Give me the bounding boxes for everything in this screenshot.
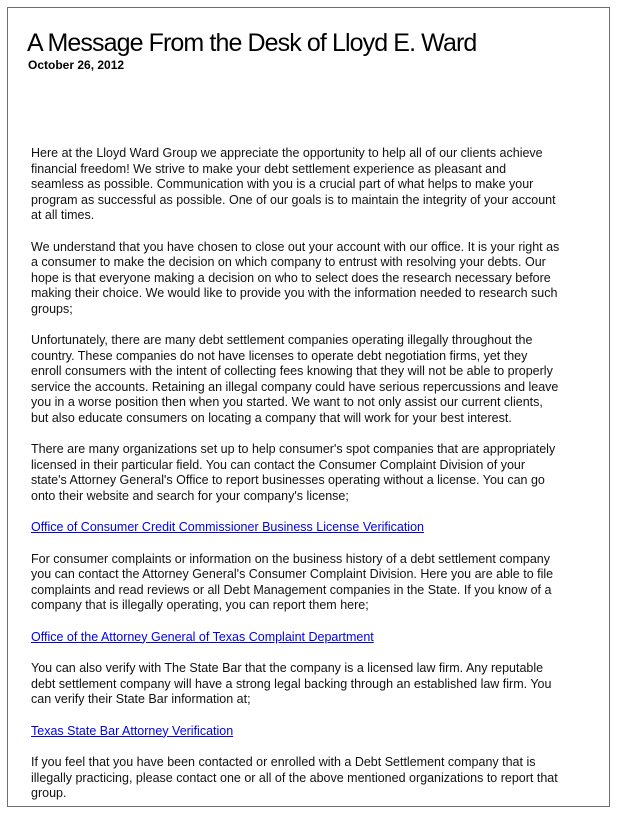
text-line: illegally practicing, please contact one or all of the above mentioned organizations to report that: [31, 770, 558, 785]
text-line: financial freedom! We strive to make your debt settlement experience as pleasant and: [31, 161, 507, 176]
text-line: debt settlement company will have a strong legal backing through an established law firm. You: [31, 676, 552, 691]
state-bar-verification-link[interactable]: Texas State Bar Attorney Verification: [31, 723, 234, 738]
document-title: A Message From the Desk of Lloyd E. Ward: [27, 29, 477, 57]
text-line: complaints and read reviews or all Debt Management companies in the State. If you know of a: [31, 582, 552, 597]
text-line: a consumer to make the decision on which company to entrust with resolving your debts. Our: [31, 255, 546, 269]
paragraph-close-account: [31, 240, 596, 318]
text-line: There are many organizations set up to help consumer's spot companies that are appropriately: [31, 442, 556, 456]
text-line: Unfortunately, there are many debt settlement companies operating illegally throughout the: [31, 333, 533, 347]
text-line: group.: [31, 786, 67, 800]
paragraph-report: [31, 755, 596, 802]
text-line: service the accounts. Retaining an illegal company could have serious repercussions and leave: [31, 379, 559, 394]
document-page: [7, 7, 610, 807]
text-line: enroll consumers with the intent of collecting fees knowing that they will not be able to properly: [31, 364, 553, 378]
paragraph-consumer-complaints: [31, 552, 596, 614]
text-line: making their choice. We would like to provide you with the information needed to research such: [31, 286, 558, 300]
occc-license-verification-link[interactable]: Office of Consumer Credit Commissioner Business License Verification: [31, 520, 424, 534]
document-date: October 26, 2012: [28, 58, 125, 72]
link-container-attorney-general: [31, 630, 596, 646]
text-line: company that is illegally operating, you can report them here;: [31, 598, 369, 612]
text-line: You can also verify with The State Bar that the company is a licensed law firm. Any reputable: [31, 661, 544, 675]
text-line: state's Attorney General's Office to report businesses operating without a license. You can go: [31, 473, 545, 487]
text-line: country. These companies do not have licenses to operate debt negotiation firms, yet they: [31, 348, 528, 363]
text-line: groups;: [31, 301, 73, 316]
link-container-state-bar: [31, 724, 596, 740]
attorney-general-complaint-link[interactable]: Office of the Attorney General of Texas Complaint Department: [31, 629, 374, 644]
link-container-occc: [31, 520, 596, 536]
text-line: licensed in their particular field. You can contact the Consumer Complaint Division of your: [31, 457, 526, 472]
text-line: can verify their State Bar information at;: [31, 692, 251, 706]
text-line: hope is that everyone making a decision on who to select does the research necessary before: [31, 270, 551, 285]
text-line: Here at the Lloyd Ward Group we appreciate the opportunity to help all of our clients achieve: [31, 146, 543, 160]
text-line: at all times.: [31, 208, 95, 222]
letter-body: [31, 146, 596, 818]
text-line: We understand that you have chosen to close out your account with our office. It is your right as: [31, 239, 560, 254]
paragraph-organizations: [31, 442, 596, 504]
paragraph-state-bar: [31, 661, 596, 708]
text-line: If you feel that you have been contacted or enrolled with a Debt Settlement company that is: [31, 755, 536, 769]
text-line: onto their website and search for your company's license;: [31, 488, 349, 503]
paragraph-intro: [31, 146, 596, 224]
text-line: you in a worse position then when you started. We want to not only assist our current clients,: [31, 395, 543, 409]
text-line: program as successful as possible. One of our goals is to maintain the integrity of your account: [31, 192, 556, 207]
text-line: but also educate consumers on locating a company that will work for your best interest.: [31, 410, 512, 425]
text-line: For consumer complaints or information on the business history of a debt settlement company: [31, 551, 551, 566]
text-line: seamless as possible. Communication with you is a crucial part of what helps to make your: [31, 177, 534, 191]
text-line: you can contact the Attorney General's Consumer Complaint Division. Here you are able to file: [31, 567, 554, 581]
paragraph-illegal-companies: [31, 333, 596, 426]
